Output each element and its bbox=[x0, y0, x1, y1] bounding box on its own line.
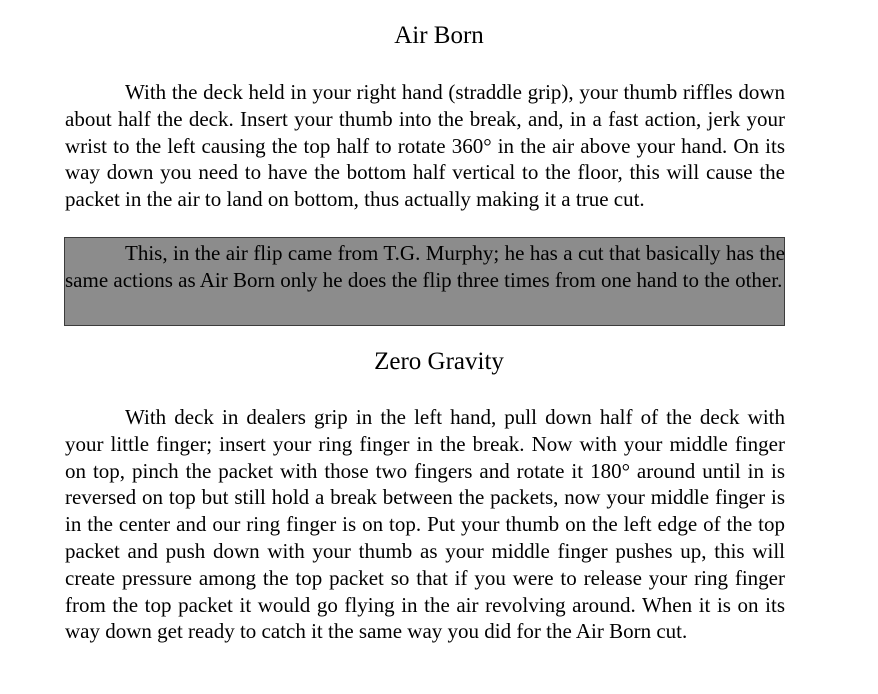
zero-gravity-paragraph bbox=[65, 404, 785, 645]
zero-gravity-paragraph-text: With deck in dealers grip in the left hand, pull down half of the deck with your little finger; insert your ring finger in the break. Now with your middle finger on top, pinch the packet with those two fingers and rotate it 180° around until in is reversed on top but still hold a break between the packets, now your middle finger is in the center and our ring finger is on top. Put your thumb on the left edge of the top packet and push down with your thumb as your middle finger pushes up, this will create pressure among the top packet so that if you were to release your ring finger from the top packet it would go flying in the air revolving around. When it is on its way down get ready to catch it the same way you did for the Air Born cut. bbox=[65, 405, 785, 644]
section-heading-air-born: Air Born bbox=[394, 22, 484, 49]
section-heading-zero-gravity: Zero Gravity bbox=[374, 348, 504, 375]
murphy-paragraph-text: This, in the air flip came from T.G. Murphy; he has a cut that basically has the same actions as Air Born only he does the flip three times from one hand to the other. bbox=[65, 241, 785, 292]
air-born-paragraph bbox=[65, 79, 785, 213]
air-born-paragraph-text: With the deck held in your right hand (straddle grip), your thumb riffles down about half the deck. Insert your thumb into the break, and, in a fast action, jerk your wrist to the left causing the top half to rotate 360° in the air above your hand. On its way down you need to have the bottom half vertical to the floor, this will cause the packet in the air to land on bottom, thus actually making it a true cut. bbox=[65, 80, 785, 212]
murphy-paragraph bbox=[65, 240, 785, 294]
